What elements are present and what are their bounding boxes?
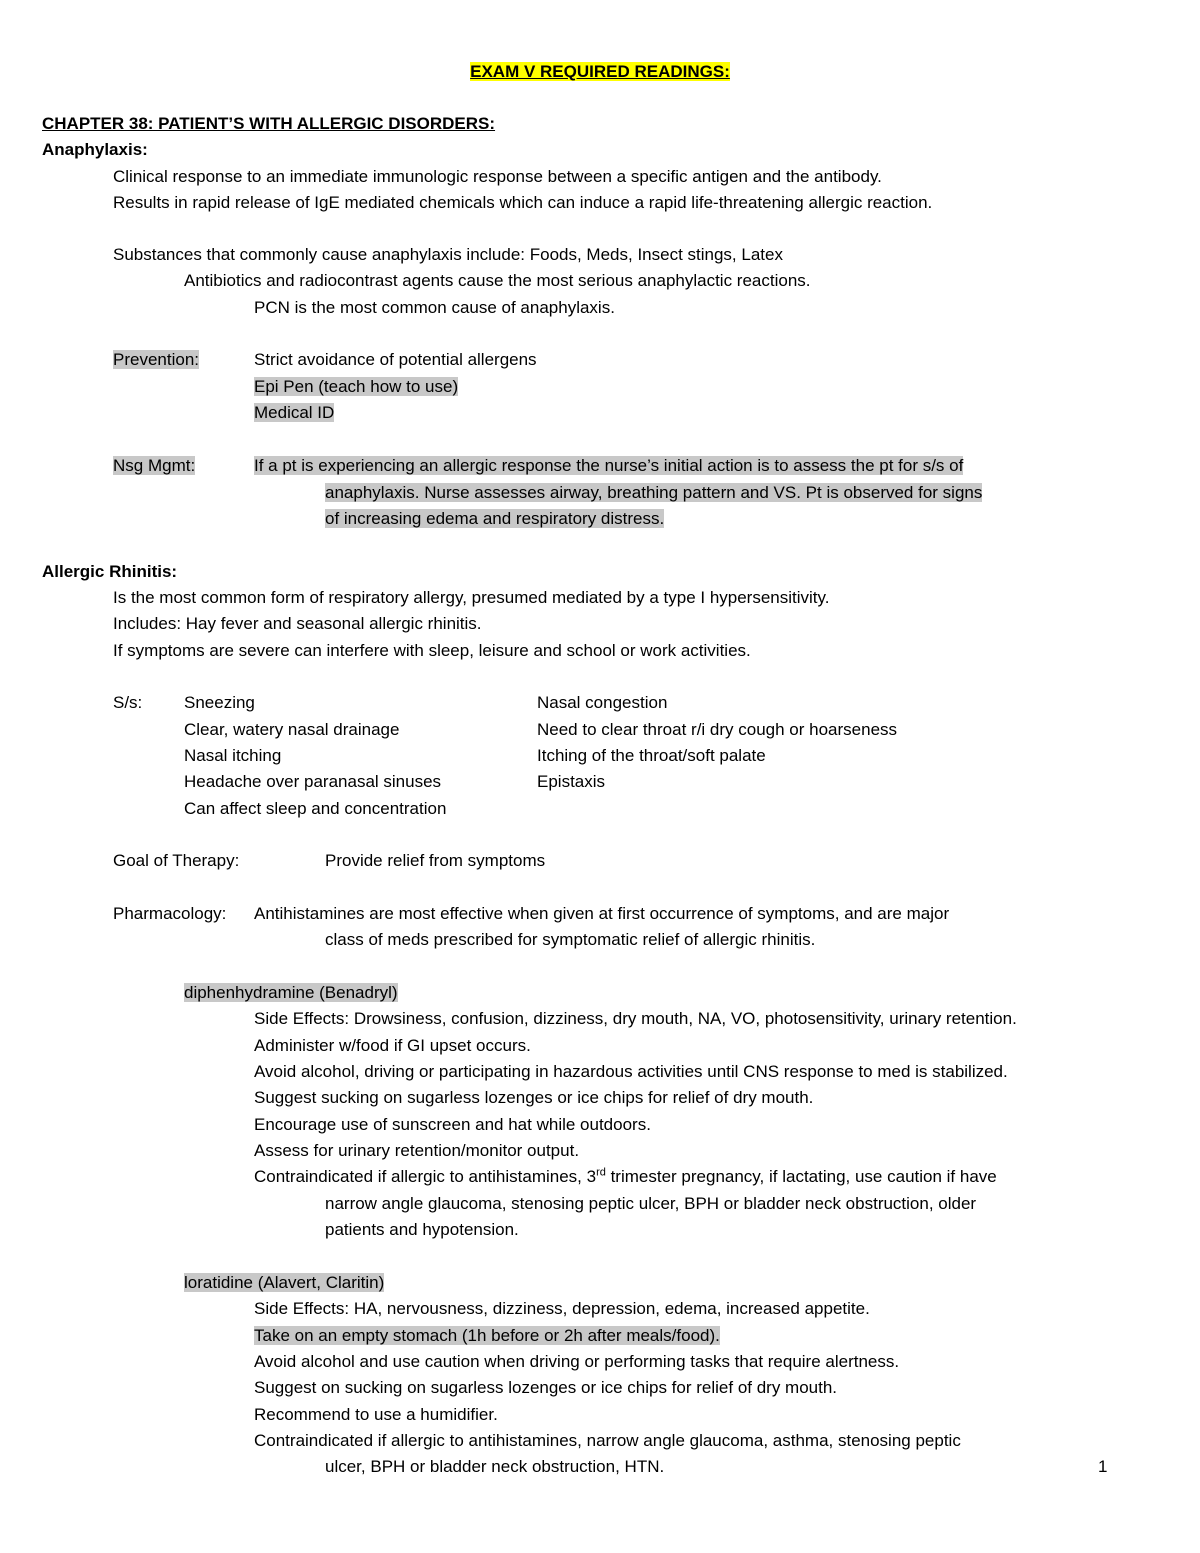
drug-contraindications: patients and hypotension.: [325, 1220, 519, 1239]
anaphylaxis-heading: Anaphylaxis:: [42, 140, 148, 159]
chapter-heading: CHAPTER 38: PATIENT’S WITH ALLERGIC DISORDERS:: [42, 114, 496, 133]
prevention-item: Epi Pen (teach how to use): [254, 377, 459, 396]
pharmacology-line: class of meds prescribed for symptomatic relief of allergic rhinitis.: [325, 930, 816, 949]
substances-line: Substances that commonly cause anaphylaxis include: Foods, Meds, Insect stings, Latex: [113, 245, 783, 264]
drug-note: Encourage use of sunscreen and hat while outdoors.: [254, 1115, 651, 1134]
drug-note: Side Effects: HA, nervousness, dizziness, depression, edema, increased appetite.: [254, 1299, 870, 1318]
antibiotics-line: Antibiotics and radiocontrast agents cause the most serious anaphylactic reactions.: [184, 271, 811, 290]
drug-note: Recommend to use a humidifier.: [254, 1405, 498, 1424]
rhinitis-heading: Allergic Rhinitis:: [42, 562, 178, 581]
drug-note: ulcer, BPH or bladder neck obstruction, HTN.: [325, 1457, 665, 1476]
goal-label: Goal of Therapy:: [113, 851, 240, 870]
drug-contraindications: narrow angle glaucoma, stenosing peptic ulcer, BPH or bladder neck obstruction, older: [325, 1194, 977, 1213]
anaphylaxis-line: Clinical response to an immediate immunologic response between a specific antigen and the antibody.: [113, 167, 882, 186]
prevention-label: Prevention:: [113, 350, 199, 369]
drug-note: Administer w/food if GI upset occurs.: [254, 1036, 531, 1055]
drug-note: Assess for urinary retention/monitor output.: [254, 1141, 580, 1160]
rhinitis-line: Is the most common form of respiratory allergy, presumed mediated by a type I hypersensitivity.: [113, 588, 830, 607]
drug-note: Suggest sucking on sugarless lozenges or ice chips for relief of dry mouth.: [254, 1088, 814, 1107]
rhinitis-line: Includes: Hay fever and seasonal allergic rhinitis.: [113, 614, 482, 633]
symptom-item: Can affect sleep and concentration: [184, 799, 447, 818]
anaphylaxis-line: Results in rapid release of IgE mediated chemicals which can induce a rapid life-threatening allergic reaction.: [113, 193, 933, 212]
symptoms-label: S/s:: [113, 693, 143, 712]
drug-name-loratidine: loratidine (Alavert, Claritin): [184, 1273, 385, 1292]
nsg-mgmt-line: If a pt is experiencing an allergic response the nurse’s initial action is to assess the pt for s/s of: [254, 456, 964, 475]
nsg-mgmt-line: anaphylaxis. Nurse assesses airway, breathing pattern and VS. Pt is observed for signs: [325, 483, 983, 502]
symptom-item: Itching of the throat/soft palate: [537, 746, 766, 765]
symptom-item: Clear, watery nasal drainage: [184, 720, 400, 739]
drug-note: Take on an empty stomach (1h before or 2h after meals/food).: [254, 1326, 720, 1345]
nsg-mgmt-label: Nsg Mgmt:: [113, 456, 196, 475]
drug-note: Avoid alcohol and use caution when driving or performing tasks that require alertness.: [254, 1352, 900, 1371]
prevention-item: Strict avoidance of potential allergens: [254, 350, 537, 369]
pharmacology-line: Antihistamines are most effective when given at first occurrence of symptoms, and are major: [254, 904, 950, 923]
pharmacology-label: Pharmacology:: [113, 904, 227, 923]
symptom-item: Need to clear throat r/i dry cough or hoarseness: [537, 720, 898, 739]
drug-contraindications: Contraindicated if allergic to antihistamines, 3rd trimester pregnancy, if lactating, use caution if have: [254, 1166, 997, 1186]
goal-text: Provide relief from symptoms: [325, 851, 546, 870]
prevention-item: Medical ID: [254, 403, 335, 422]
rhinitis-line: If symptoms are severe can interfere with sleep, leisure and school or work activities.: [113, 641, 751, 660]
symptom-item: Nasal congestion: [537, 693, 668, 712]
nsg-mgmt-line: of increasing edema and respiratory distress.: [325, 509, 665, 528]
page-title: EXAM V REQUIRED READINGS:: [470, 62, 730, 81]
symptom-item: Epistaxis: [537, 772, 606, 791]
symptom-item: Nasal itching: [184, 746, 282, 765]
drug-note: Suggest on sucking on sugarless lozenges or ice chips for relief of dry mouth.: [254, 1378, 838, 1397]
symptom-item: Sneezing: [184, 693, 255, 712]
drug-name-diphenhydramine: diphenhydramine (Benadryl): [184, 983, 398, 1002]
page-number: 1: [1098, 1457, 1108, 1476]
pcn-line: PCN is the most common cause of anaphylaxis.: [254, 298, 615, 317]
drug-note: Avoid alcohol, driving or participating in hazardous activities until CNS response to med is stabilized.: [254, 1062, 1008, 1081]
symptom-item: Headache over paranasal sinuses: [184, 772, 442, 791]
drug-note: Side Effects: Drowsiness, confusion, dizziness, dry mouth, NA, VO, photosensitivity, urinary retention.: [254, 1009, 1017, 1028]
drug-note: Contraindicated if allergic to antihistamines, narrow angle glaucoma, asthma, stenosing peptic: [254, 1431, 961, 1450]
